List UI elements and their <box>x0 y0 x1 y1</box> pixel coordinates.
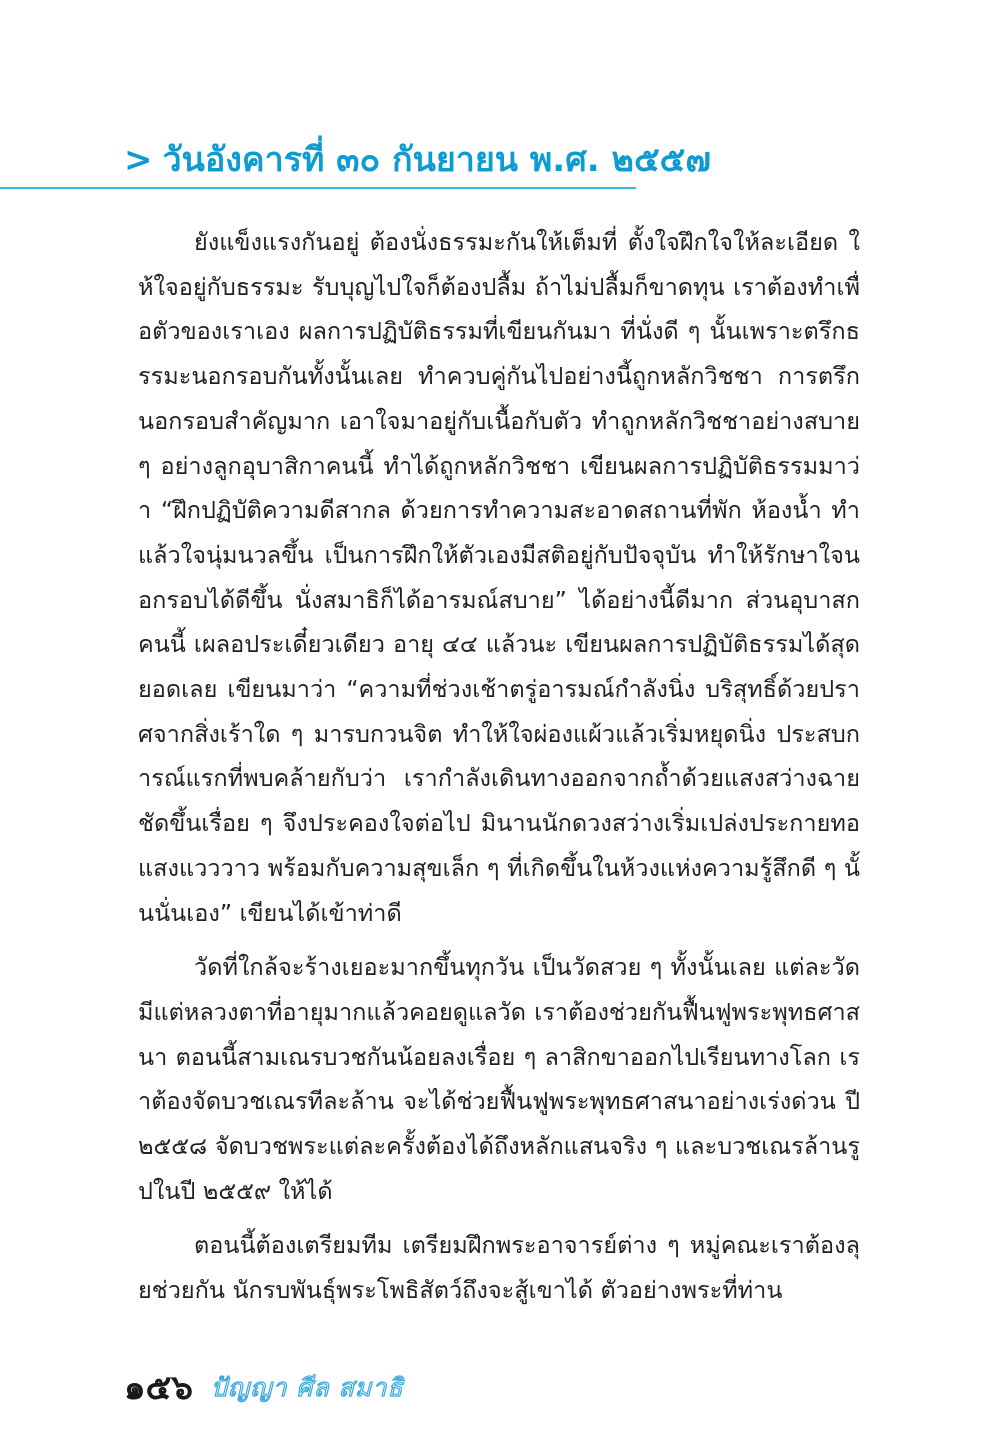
paragraph-1: ยังแข็งแรงกันอยู่ ต้องนั่งธรรมะกันให้เต็มที่ ตั้งใจฝึกใจให้ละเอียด ให้ใจอยู่กับธรรมะ รับบุญไปใจก็ต้องปลื้ม ถ้าไม่ปลื้มก็ขาดทุน เราต้องทำเพื่อตัวของเราเอง ผลการปฏิบัติธรรมที่เขียนกันมา ที่นั่งดี ๆ นั้นเพราะตรึกธรรมะนอกรอบกันทั้งนั้นเลย ทำควบคู่กันไปอย่างนี้ถูกหลักวิชชา การตรึกนอกรอบสำคัญมาก เอาใจมาอยู่กับเนื้อกับตัว ทำถูกหลักวิชชาอย่างสบาย ๆ อย่างลูกอุบาสิกาคนนี้ ทำได้ถูกหลักวิชชา เขียนผลการปฏิบัติธรรมมาว่า “ฝึกปฏิบัติความดีสากล ด้วยการทำความสะอาดสถานที่พัก ห้องน้ำ ทำแล้วใจนุ่มนวลขึ้น เป็นการฝึกให้ตัวเองมีสติอยู่กับปัจจุบัน ทำให้รักษาใจนอกรอบได้ดีขึ้น นั่งสมาธิก็ได้อารมณ์สบาย” ได้อย่างนี้ดีมาก ส่วนอุบาสกคนนี้ เผลอประเดี๋ยวเดียว อายุ ๔๔ แล้วนะ เขียนผลการปฏิบัติธรรมได้สุดยอดเลย เขียนมาว่า “ความที่ช่วงเช้าตรู่อารมณ์กำลังนิ่ง บริสุทธิ์ด้วยปราศจากสิ่งเร้าใด ๆ มารบกวนจิต ทำให้ใจผ่องแผ้วแล้วเริ่มหยุดนิ่ง ประสบการณ์แรกที่พบคล้ายกับว่า เรากำลังเดินทางออกจากถ้ำด้วยแสงสว่างฉายชัดขึ้นเรื่อย ๆ จึงประคองใจต่อไป มินานนักดวงสว่างเริ่มเปล่งประกายทอแสงแวววาว พร้อมกับความสุขเล็ก ๆ ที่เกิดขึ้นในห้วงแห่งความรู้สึกดี ๆ นั้นนั่นเอง” เขียนได้เข้าท่าดี <box>138 228 860 927</box>
paragraph-3: ตอนนี้ต้องเตรียมทีม เตรียมฝึกพระอาจารย์ต่าง ๆ หมู่คณะเราต้องลุยช่วยกัน นักรบพันธุ์พระโพธิสัตว์ถึงจะสู้เขาได้ ตัวอย่างพระที่ท่าน <box>138 1231 860 1305</box>
page-footer <box>124 1366 404 1410</box>
heading-marker: > <box>124 140 153 180</box>
paragraph-2: วัดที่ใกล้จะร้างเยอะมากขึ้นทุกวัน เป็นวัดสวย ๆ ทั้งนั้นเลย แต่ละวัดมีแต่หลวงตาที่อายุมากแล้วคอยดูแลวัด เราต้องช่วยกันฟื้นฟูพระพุทธศาสนา ตอนนี้สามเณรบวชกันน้อยลงเรื่อย ๆ ลาสิกขาออกไปเรียนทางโลก เราต้องจัดบวชเณรทีละล้าน จะได้ช่วยฟื้นฟูพระพุทธศาสนาอย่างเร่งด่วน ปี ๒๕๕๘ จัดบวชพระแต่ละครั้งต้องได้ถึงหลักแสนจริง ๆ และบวชเณรล้านรูปในปี ๒๕๕๙ ให้ได้ <box>138 953 860 1205</box>
section-heading <box>124 136 711 184</box>
heading-title: วันอังคารที่ ๓๐ กันยายน พ.ศ. ๒๕๕๗ <box>162 140 711 180</box>
book-title-logo: ปัญญา ศีล สมาธิ <box>210 1373 404 1402</box>
body-text <box>138 220 860 1323</box>
heading-underline <box>0 187 636 189</box>
page-number: ๑๕๖ <box>124 1368 193 1408</box>
